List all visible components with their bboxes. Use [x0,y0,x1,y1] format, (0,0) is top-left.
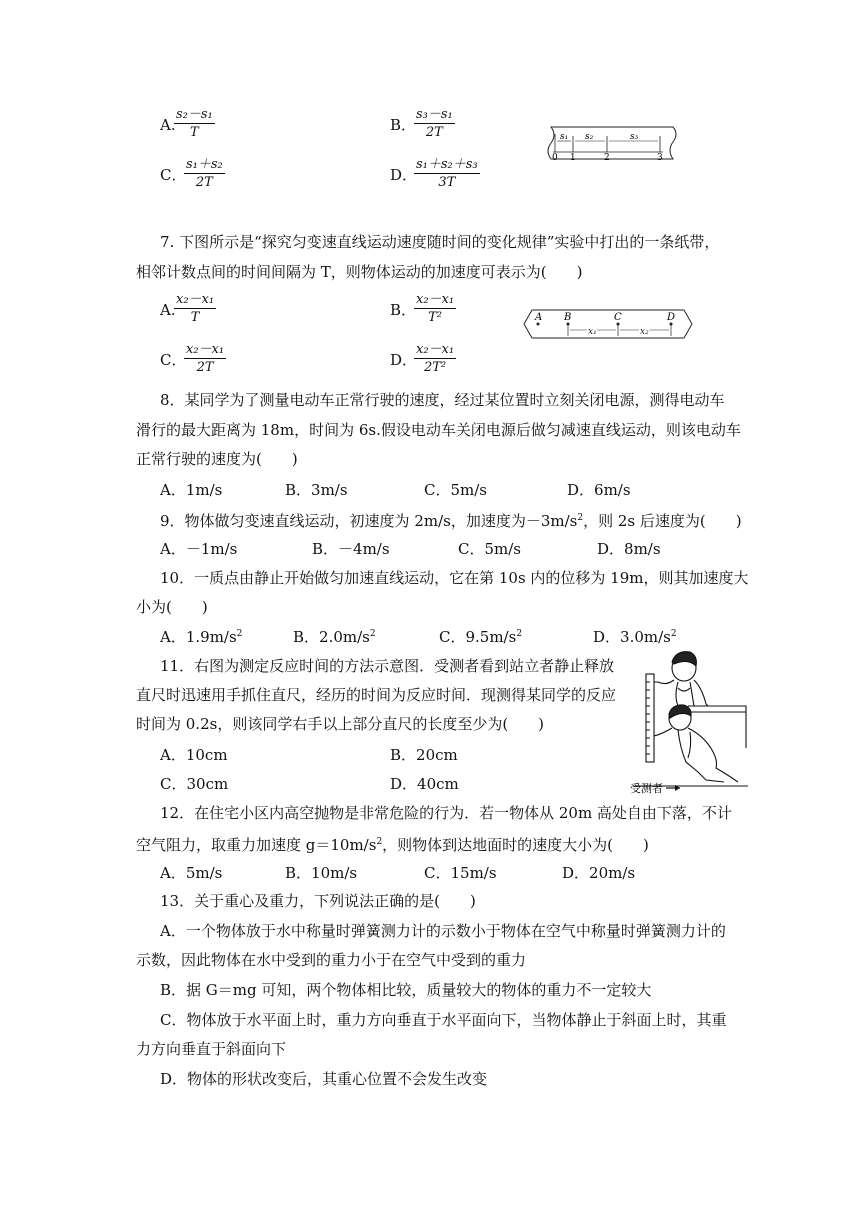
q7-option-b-label: B． [390,301,417,319]
q13-option-c-line-1: C．物体放于水平面上时，重力方向垂直于水平面向下，当物体静止于斜面上时，其重 [160,1011,727,1029]
q10-option-d [593,626,677,647]
q7-option-d-denominator: 2T² [423,360,447,375]
q6-option-c-label: C． [160,166,187,184]
tape1-s2-label: s₂ [585,132,594,142]
q11-line-3: 时间为 0.2s，则该同学右手以上部分直尺的长度至少为( ) [136,715,545,733]
q9-line-1 [160,508,742,531]
q6-option-c-numerator: s₁＋s₂ [186,157,223,172]
q7-option-c-denominator: 2T [196,360,214,375]
q6-option-a-denominator: T [190,125,199,140]
q7-option-b-numerator: x₂－x₁ [416,292,455,307]
q6-option-d-denominator: 3T [438,175,456,190]
q9-option-c: C．5m/s [458,540,521,558]
q9-line-1-superscript: 2 [577,513,584,523]
q8-option-b: B．3m/s [285,481,348,499]
q8-line-3: 正常行驶的速度为( ) [136,450,298,468]
q12-line-2-end: ，则物体到达地面时的速度大小为( ) [382,836,649,854]
q8-option-d: D．6m/s [567,481,631,499]
q13-option-a-line-1: A．一个物体放于水中称量时弹簧测力计的示数小于物体在空气中称量时弹簧测力计的 [160,922,726,940]
q6-option-a-numerator: s₂－s₁ [176,107,213,122]
paper-tape-figure-1 [545,124,685,164]
q7-option-d-fraction [414,341,456,376]
tape2-point-d: D [667,312,676,323]
q7-option-b-fraction [414,291,456,326]
tape1-tick-0: 0 [552,153,558,163]
tape2-x2-label: x₂ [640,327,649,337]
q6-option-a-fraction [174,106,215,141]
q11-option-b: B．20cm [390,746,458,764]
q9-line-1-text: 9．物体做匀变速直线运动，初速度为 2m/s，加速度为－3m/s [160,512,578,530]
q12-option-c: C．15m/s [424,864,497,882]
tape2-point-c: C [614,312,622,323]
tape1-s1-label: s₁ [560,132,569,142]
q7-option-a-numerator: x₂－x₁ [176,292,215,307]
q13-option-d: D．物体的形状改变后，其重心位置不会发生改变 [160,1070,488,1088]
q10-option-d-sup: 2 [670,629,677,639]
q12-option-a: A．5m/s [160,864,223,882]
q11-option-c: C．30cm [160,775,229,793]
tape1-tick-2: 2 [604,153,610,163]
tape1-tick-3: 3 [657,153,663,163]
q10-option-c-text: C．9.5m/s [439,628,517,646]
q10-option-b-sup: 2 [369,629,376,639]
q9-option-a: A．－1m/s [160,540,238,558]
q6-option-d-label: D． [390,166,418,184]
q12-line-1: 12．在住宅小区内高空抛物是非常危险的行为．若一物体从 20m 高处自由下落，不计 [160,804,732,822]
q7-option-a-denominator: T [190,310,200,325]
q10-line-1: 10．一质点由静止开始做匀加速直线运动，它在第 10s 内的位移为 19m，则其加速度大 [160,569,749,587]
q8-line-1: 8．某同学为了测量电动车正常行驶的速度，经过某位置时立刻关闭电源，测得电动车 [160,391,725,409]
reaction-time-figure [628,648,750,794]
q6-option-c-denominator: 2T [195,175,213,190]
q7-line-2: 相邻计数点间的时间间隔为 T，则物体运动的加速度可表示为( ) [136,263,583,281]
q7-option-d-label: D． [390,351,418,369]
q13-option-c-line-2: 力方向垂直于斜面向下 [136,1040,287,1058]
q11-option-a: A．10cm [160,746,228,764]
q11-line-1: 11．右图为测定反应时间的方法示意图．受测者看到站立者静止释放 [160,657,615,675]
q7-option-d-numerator: x₂－x₁ [416,342,455,357]
paper-tape-figure-2 [518,306,698,342]
q12-option-b: B．10m/s [285,864,358,882]
tape2-point-a: A [535,312,543,323]
q6-option-d-numerator: s₁＋s₂＋s₃ [416,157,478,172]
q7-option-a-fraction [174,291,216,326]
q10-option-c [439,626,522,647]
tape2-point-b: B [564,312,572,323]
q6-option-b-denominator: 2T [425,125,443,140]
q13-option-a-line-2: 示数，因此物体在水中受到的重力小于在空气中受到的重力 [136,951,527,969]
figure-label-subject: 受测者 [630,782,663,794]
q12-line-2-superscript: 2 [376,837,383,847]
q10-option-b-text: B．2.0m/s [293,628,370,646]
q10-option-c-sup: 2 [516,629,523,639]
q12-line-2-text: 空气阻力，取重力加速度 g＝10m/s [136,836,377,854]
q11-option-d: D．40cm [390,775,459,793]
q10-line-2: 小为( ) [136,598,208,616]
q6-option-a-label: A. [160,116,176,134]
q11-line-2: 直尺时迅速用手抓住直尺，经历的时间为反应时间．现测得某同学的反应 [136,686,617,704]
q8-option-c: C．5m/s [424,481,487,499]
q7-option-c-label: C． [160,351,187,369]
q12-option-d: D．20m/s [562,864,636,882]
q6-option-c-fraction [184,156,225,191]
q8-line-2: 滑行的最大距离为 18m，时间为 6s.假设电动车关闭电源后做匀减速直线运动，则该电动车 [136,421,741,439]
q10-option-b [293,626,376,647]
q7-option-a-label: A. [160,301,176,319]
q10-option-a [160,626,242,647]
q7-option-c-fraction [184,341,226,376]
q6-option-b-fraction [414,106,455,141]
tape1-tick-1: 1 [570,153,576,163]
q7-line-1: 7. 下图所示是“探究匀变速直线运动速度随时间的变化规律”实验中打出的一条纸带， [160,233,720,251]
q7-option-b-denominator: T² [428,310,442,325]
q10-option-a-sup: 2 [236,629,243,639]
q13-stem: 13．关于重心及重力，下列说法正确的是( ) [160,892,476,910]
q7-option-c-numerator: x₂－x₁ [186,342,225,357]
tape1-s3-label: s₃ [630,132,639,142]
q6-option-d-fraction [414,156,480,191]
tape2-x1-label: x₁ [588,327,597,337]
q8-option-a: A．1m/s [160,481,223,499]
q6-option-b-numerator: s₃－s₁ [416,107,453,122]
q12-line-2 [136,832,649,855]
q9-line-1-end: ，则 2s 后速度为( ) [583,512,742,530]
q9-option-b: B．－4m/s [312,540,390,558]
q13-option-b: B．据 G＝mg 可知，两个物体相比较，质量较大的物体的重力不一定较大 [160,981,652,999]
q10-option-a-text: A．1.9m/s [160,628,237,646]
q6-option-b-label: B． [390,116,417,134]
q10-option-d-text: D．3.0m/s [593,628,671,646]
q9-option-d: D．8m/s [597,540,661,558]
